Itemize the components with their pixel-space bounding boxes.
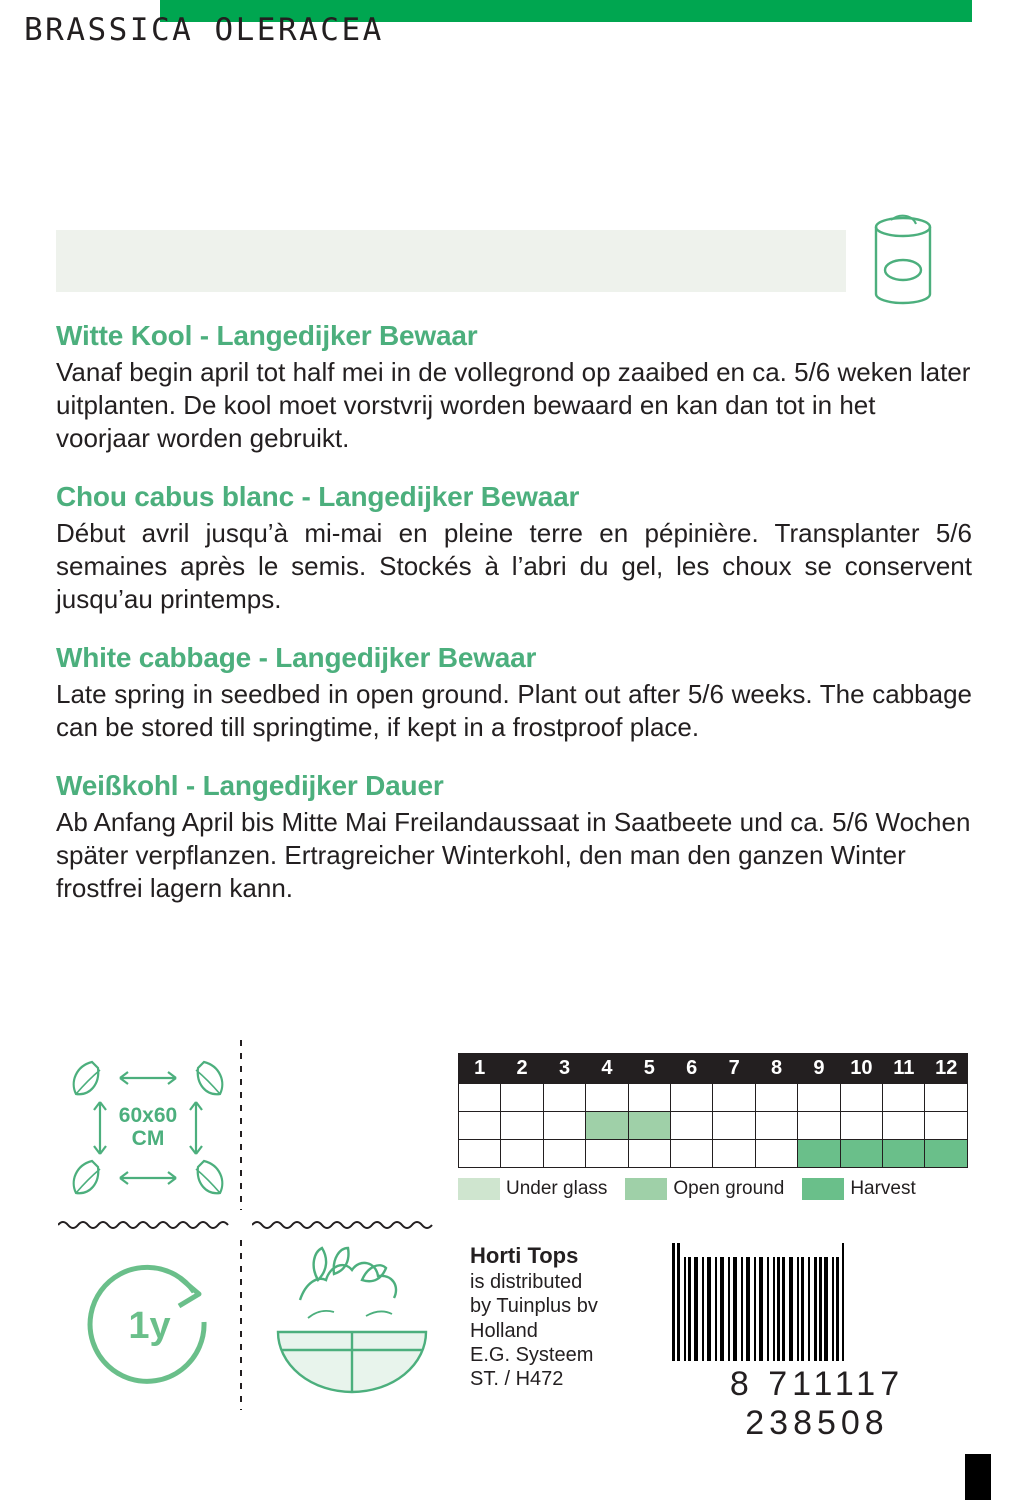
cell-harvest-9 xyxy=(798,1140,840,1168)
cell-harvest-11 xyxy=(883,1140,925,1168)
cell xyxy=(459,1084,501,1112)
legend-swatch-harvest xyxy=(802,1178,844,1200)
section-body-en: Late spring in seedbed in open ground. Plant out after 5/6 weeks. The cabbage can be stored till springtime, if kept in a frostproof place. xyxy=(56,679,972,743)
cell xyxy=(925,1084,968,1112)
distributor-brand: Horti Tops xyxy=(470,1243,579,1268)
month-4: 4 xyxy=(586,1054,628,1084)
cell xyxy=(798,1084,840,1112)
legend-swatch-under-glass xyxy=(458,1178,500,1200)
cell xyxy=(543,1112,585,1140)
lifetime-label: 1y xyxy=(128,1305,171,1347)
cell xyxy=(798,1112,840,1140)
description-sections xyxy=(56,320,972,931)
barcode-number: 8 711117 238508 xyxy=(729,1365,905,1442)
cell xyxy=(755,1140,797,1168)
seed-can-icon xyxy=(855,210,951,312)
cell xyxy=(586,1084,628,1112)
section-body-fr: Début avril jusqu’à mi-mai en pleine terre en pépinière. Transplanter 5/6 semaines après le semis. Stockés à l’abri du gel, les choux se conservent jusqu’au printemps. xyxy=(56,518,972,615)
cell xyxy=(713,1140,755,1168)
cell xyxy=(543,1084,585,1112)
cell-harvest-10 xyxy=(840,1140,882,1168)
legend-label-harvest: Harvest xyxy=(850,1178,916,1199)
bottom-registration-mark xyxy=(965,1454,991,1500)
cell xyxy=(755,1084,797,1112)
distributor-line3: Holland xyxy=(470,1319,538,1342)
month-1: 1 xyxy=(459,1054,501,1084)
month-12: 12 xyxy=(925,1054,968,1084)
cell-harvest-12 xyxy=(925,1140,968,1168)
section-nl xyxy=(56,320,972,455)
month-5: 5 xyxy=(628,1054,670,1084)
section-body-de: Ab Anfang April bis Mitte Mai Freilandaussaat in Saatbeete und ca. 5/6 Wochen später verpflanzen. Ertragreicher Winterkohl, den man den ganzen Winter frostfrei lagern kann. xyxy=(56,807,971,904)
cell xyxy=(501,1112,543,1140)
month-8: 8 xyxy=(755,1054,797,1084)
cell xyxy=(713,1084,755,1112)
cell xyxy=(925,1112,968,1140)
cell-open-4 xyxy=(586,1112,628,1140)
cell xyxy=(883,1112,925,1140)
plant-spacing-label xyxy=(58,1105,238,1150)
divider-vertical-bottom xyxy=(240,1240,242,1410)
month-10: 10 xyxy=(840,1054,882,1084)
cell xyxy=(586,1140,628,1168)
cell xyxy=(628,1140,670,1168)
section-title-fr: Chou cabus blanc - Langedijker Bewaar xyxy=(56,481,580,513)
calendar-row-harvest xyxy=(459,1140,968,1168)
cell xyxy=(840,1084,882,1112)
spacing-value: 60x60 xyxy=(118,1104,178,1127)
barcode xyxy=(672,1243,962,1443)
salad-bowl-icon xyxy=(262,1240,442,1410)
month-3: 3 xyxy=(543,1054,585,1084)
cell xyxy=(671,1112,713,1140)
sowing-calendar xyxy=(458,1053,968,1168)
cell xyxy=(755,1112,797,1140)
calendar-table xyxy=(458,1053,968,1168)
calendar-row-underglass xyxy=(459,1084,968,1112)
calendar-row-openground xyxy=(459,1112,968,1140)
cell xyxy=(459,1112,501,1140)
divider-wavy-left xyxy=(58,1218,238,1232)
cell xyxy=(883,1084,925,1112)
cell xyxy=(840,1112,882,1140)
month-9: 9 xyxy=(798,1054,840,1084)
month-2: 2 xyxy=(501,1054,543,1084)
section-title-nl: Witte Kool - Langedijker Bewaar xyxy=(56,320,478,351)
divider-wavy-right xyxy=(252,1218,437,1232)
spacing-unit: CM xyxy=(131,1126,165,1150)
distributor-line5: ST. / H472 xyxy=(470,1368,564,1391)
cell xyxy=(459,1140,501,1168)
section-title-de: Weißkohl - Langedijker Dauer xyxy=(56,770,444,802)
barcode-bars xyxy=(672,1243,962,1361)
section-fr xyxy=(56,481,972,616)
cell xyxy=(713,1112,755,1140)
divider-vertical-top xyxy=(240,1040,242,1210)
section-title-en: White cabbage - Langedijker Bewaar xyxy=(56,642,537,674)
section-en xyxy=(56,642,972,744)
cell xyxy=(501,1084,543,1112)
section-body-nl: Vanaf begin april tot half mei in de vollegrond op zaaibed en ca. 5/6 weken later uitplanten. De kool moet vorstvrij worden bewaard en kan dan tot in het voorjaar worden gebruikt. xyxy=(56,357,971,454)
month-7: 7 xyxy=(713,1054,755,1084)
legend-label-under-glass: Under glass xyxy=(506,1178,608,1199)
cell xyxy=(671,1084,713,1112)
cell xyxy=(671,1140,713,1168)
cell-open-5 xyxy=(628,1112,670,1140)
distributor-line4: E.G. Systeem xyxy=(470,1344,594,1366)
legend-swatch-open-ground xyxy=(625,1178,667,1200)
cell xyxy=(628,1084,670,1112)
distributor-info xyxy=(470,1243,660,1392)
section-de xyxy=(56,770,972,905)
calendar-header-row xyxy=(459,1054,968,1084)
legend-label-open-ground: Open ground xyxy=(673,1178,785,1199)
latin-name-banner xyxy=(56,230,846,292)
month-11: 11 xyxy=(883,1054,925,1084)
cell xyxy=(543,1140,585,1168)
calendar-legend xyxy=(458,1178,968,1200)
month-6: 6 xyxy=(671,1054,713,1084)
distributor-line2: by Tuinplus bv xyxy=(470,1295,598,1318)
cell xyxy=(501,1140,543,1168)
latin-name-text: BRASSICA OLERACEA xyxy=(24,12,384,48)
distributor-line1: is distributed xyxy=(470,1270,583,1293)
